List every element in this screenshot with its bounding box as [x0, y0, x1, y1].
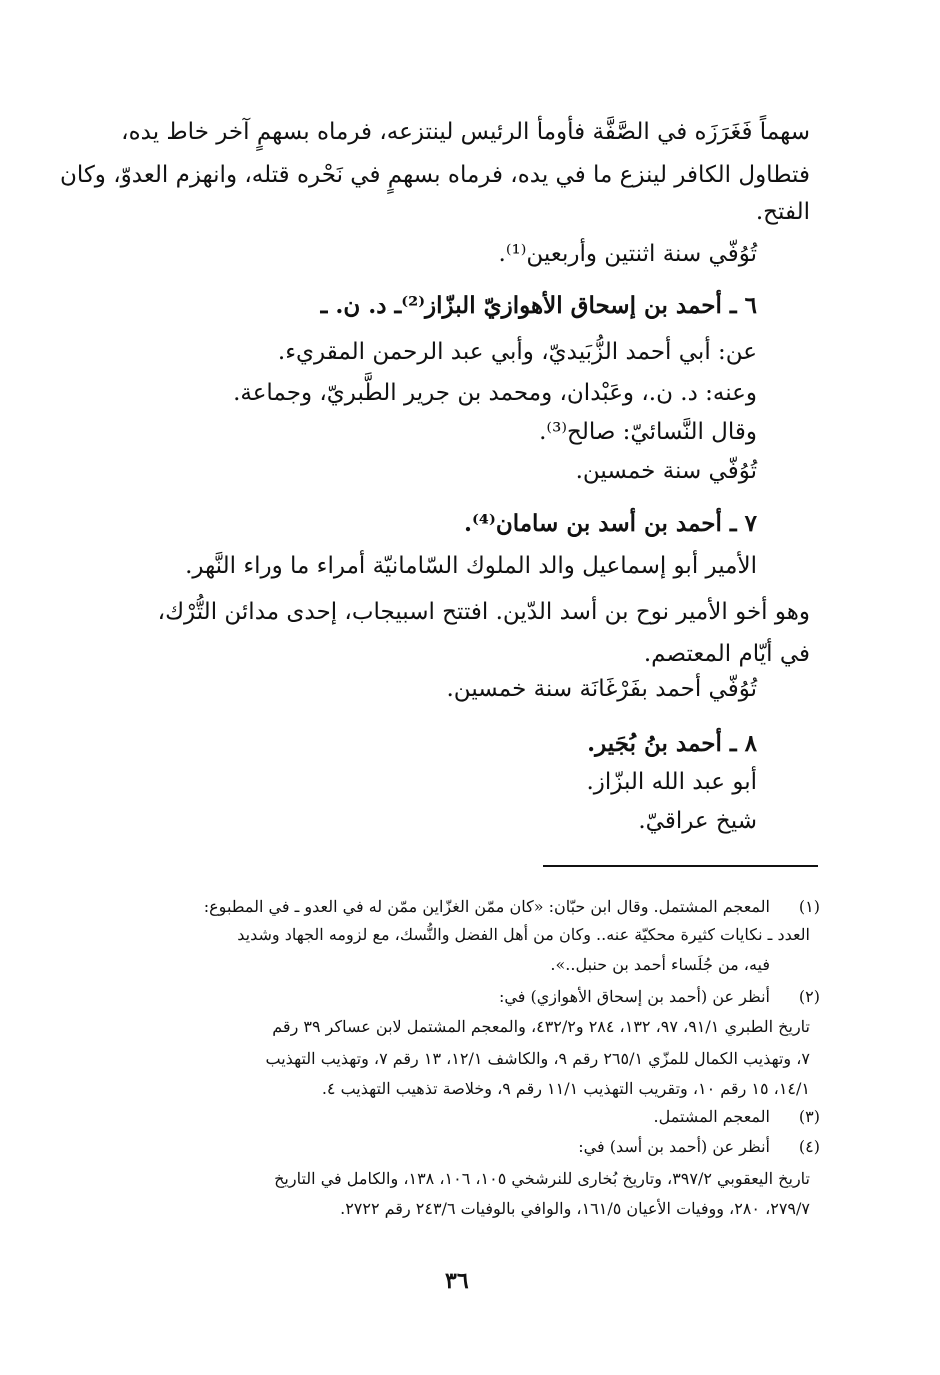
page-number: ٣٦ [445, 1268, 469, 1294]
footnote-number: (٣) [798, 1107, 820, 1126]
body-line: سهماً فَغَرَزَه في الصَّفَّة فأومأ الرئيس لينتزعه، فرماه بسهمٍ آخر خاط يده، [121, 119, 810, 145]
entry-heading: ٧ ـ أحمد بن أسد بن سامان⁽⁴⁾. [464, 510, 757, 537]
footnote-line: ١٤/١، ١٥ رقم ١٠، وتقريب التهذيب ١١/١ رقم ٩، وخلاصة تذهيب التهذيب ٤. [321, 1079, 810, 1098]
footnote-line: العدد ـ نكايات كثيرة محكيّة عنه.. وكان من أهل الفضل والنُّسك، مع لزومه الجهاد وشديد [237, 925, 810, 944]
footnote-line: تاريخ الطبري ٩١/١، ٩٧، ١٣٢، ٢٨٤ و٤٣٢/٢، والمعجم المشتمل لابن عساكر ٣٩ رقم [272, 1017, 810, 1036]
death-note: تُوُفّي سنة خمسين. [575, 458, 757, 484]
footnote-line: ٧، وتهذيب الكمال للمزّي ٢٦٥/١ رقم ٩، والكاشف ١٢/١، ١٣ رقم ٧، وتهذيب التهذيب [265, 1049, 810, 1068]
teachers-line: عن: أبي أحمد الزُّبَيديّ، وأبي عبد الرحمن المقريء. [277, 339, 757, 365]
kunya-line: أبو عبد الله البزّاز. [586, 769, 757, 795]
death-note: تُوُفّي أحمد بفَرْغَانَة سنة خمسين. [446, 676, 757, 702]
footnote-separator [543, 865, 818, 867]
body-line: في أيّام المعتصم. [643, 641, 810, 667]
entry-heading: ٦ ـ أحمد بن إسحاق الأهوازيّ البزّاز⁽²⁾ـ د. ن. ـ [320, 292, 757, 319]
footnote-number: (٢) [798, 987, 820, 1006]
students-line: وعنه: د. ن.، وعَبْدان، ومحمد بن جرير الطَّبريّ، وجماعة. [233, 380, 757, 406]
body-line: وهو أخو الأمير نوح بن أسد الدّين. افتتح اسبيجاب، إحدى مدائن التُّرْك، [157, 599, 810, 625]
body-line: فتطاول الكافر لينزع ما في يده، فرماه بسهمٍ في نَحْره قتله، وانهزم العدوّ، وكان [59, 162, 810, 188]
footnote-number: (٤) [798, 1137, 820, 1156]
entry-heading: ٨ ـ أحمد بنُ بُجَير. [587, 730, 757, 757]
footnote-line: ٢٧٩/٧، ٢٨٠، ووفيات الأعيان ١٦١/٥، والوافي بالوفيات ٢٤٣/٦ رقم ٢٧٢٢. [340, 1199, 810, 1218]
footnote-line: المعجم المشتمل. وقال ابن حبّان: «كان ممّن الغزّاين ممّن له في العدو ـ في المطبوع: [203, 897, 770, 916]
death-note: تُوُفّي سنة اثنتين وأربعين⁽¹⁾. [498, 241, 757, 267]
footnote-line: المعجم المشتمل. [653, 1107, 770, 1126]
footnote-line: تاريخ اليعقوبي ٣٩٧/٢، وتاريخ بُخارى للنرشخي ١٠٥، ١٠٦، ١٣٨، والكامل في التاريخ [274, 1169, 810, 1188]
body-line: الفتح. [755, 199, 810, 225]
body-line: الأمير أبو إسماعيل والد الملوك السّامانيّة أمراء ما وراء النَّهر. [185, 553, 757, 579]
footnote-line: أنظر عن (أحمد بن أسد) في: [578, 1137, 770, 1156]
evaluation-line: وقال النَّسائيّ: صالح⁽³⁾. [539, 419, 757, 445]
description-line: شيخ عراقيّ. [638, 808, 757, 834]
footnote-line: فيه، من جُلَساء أحمد بن حنبل..». [550, 955, 770, 974]
footnote-line: أنظر عن (أحمد بن إسحاق الأهوازي) في: [498, 987, 770, 1006]
footnote-number: (١) [798, 897, 820, 916]
